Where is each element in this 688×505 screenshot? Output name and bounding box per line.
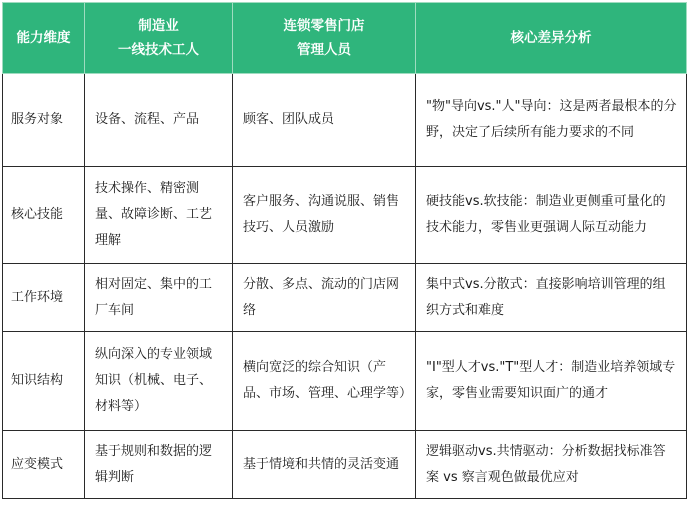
header-manufacturing xyxy=(85,3,233,74)
cell-retail: 分散、多点、流动的门店网络 xyxy=(233,264,416,332)
cell-retail: 客户服务、沟通说服、销售技巧、人员激励 xyxy=(233,167,416,264)
header-row xyxy=(3,3,687,74)
table-row xyxy=(3,264,687,332)
cell-manufacturing: 相对固定、集中的工厂车间 xyxy=(85,264,233,332)
cell-dimension: 知识结构 xyxy=(3,332,85,431)
cell-dimension: 服务对象 xyxy=(3,74,85,167)
cell-analysis: 硬技能vs.软技能：制造业更侧重可量化的技术能力，零售业更强调人际互动能力 xyxy=(416,167,687,264)
cell-manufacturing: 技术操作、精密测量、故障诊断、工艺理解 xyxy=(85,167,233,264)
header-analysis: 核心差异分析 xyxy=(416,3,687,74)
cell-analysis: "物"导向vs."人"导向：这是两者最根本的分野，决定了后续所有能力要求的不同 xyxy=(416,74,687,167)
header-dimension: 能力维度 xyxy=(3,3,85,74)
header-manufacturing-line1: 制造业 xyxy=(138,18,179,34)
cell-analysis: 集中式vs.分散式：直接影响培训管理的组织方式和难度 xyxy=(416,264,687,332)
cell-dimension: 核心技能 xyxy=(3,167,85,264)
table-row xyxy=(3,431,687,499)
comparison-table-container xyxy=(2,2,686,499)
cell-manufacturing: 设备、流程、产品 xyxy=(85,74,233,167)
cell-retail: 横向宽泛的综合知识（产品、市场、管理、心理学等） xyxy=(233,332,416,431)
cell-analysis: "I"型人才vs."T"型人才：制造业培养领域专家，零售业需要知识面广的通才 xyxy=(416,332,687,431)
cell-manufacturing: 基于规则和数据的逻辑判断 xyxy=(85,431,233,499)
table-row xyxy=(3,332,687,431)
cell-dimension: 工作环境 xyxy=(3,264,85,332)
table-header xyxy=(3,3,687,74)
cell-analysis: 逻辑驱动vs.共情驱动：分析数据找标准答案 vs 察言观色做最优应对 xyxy=(416,431,687,499)
header-retail-line1: 连锁零售门店 xyxy=(283,18,365,34)
comparison-table xyxy=(2,2,687,499)
cell-manufacturing: 纵向深入的专业领域知识（机械、电子、材料等） xyxy=(85,332,233,431)
table-row xyxy=(3,74,687,167)
table-body xyxy=(3,74,687,499)
header-manufacturing-line2: 一线技术工人 xyxy=(118,42,199,58)
cell-dimension: 应变模式 xyxy=(3,431,85,499)
header-retail-line2: 管理人员 xyxy=(297,42,351,58)
header-retail xyxy=(233,3,416,74)
cell-retail: 顾客、团队成员 xyxy=(233,74,416,167)
cell-retail: 基于情境和共情的灵活变通 xyxy=(233,431,416,499)
table-row xyxy=(3,167,687,264)
